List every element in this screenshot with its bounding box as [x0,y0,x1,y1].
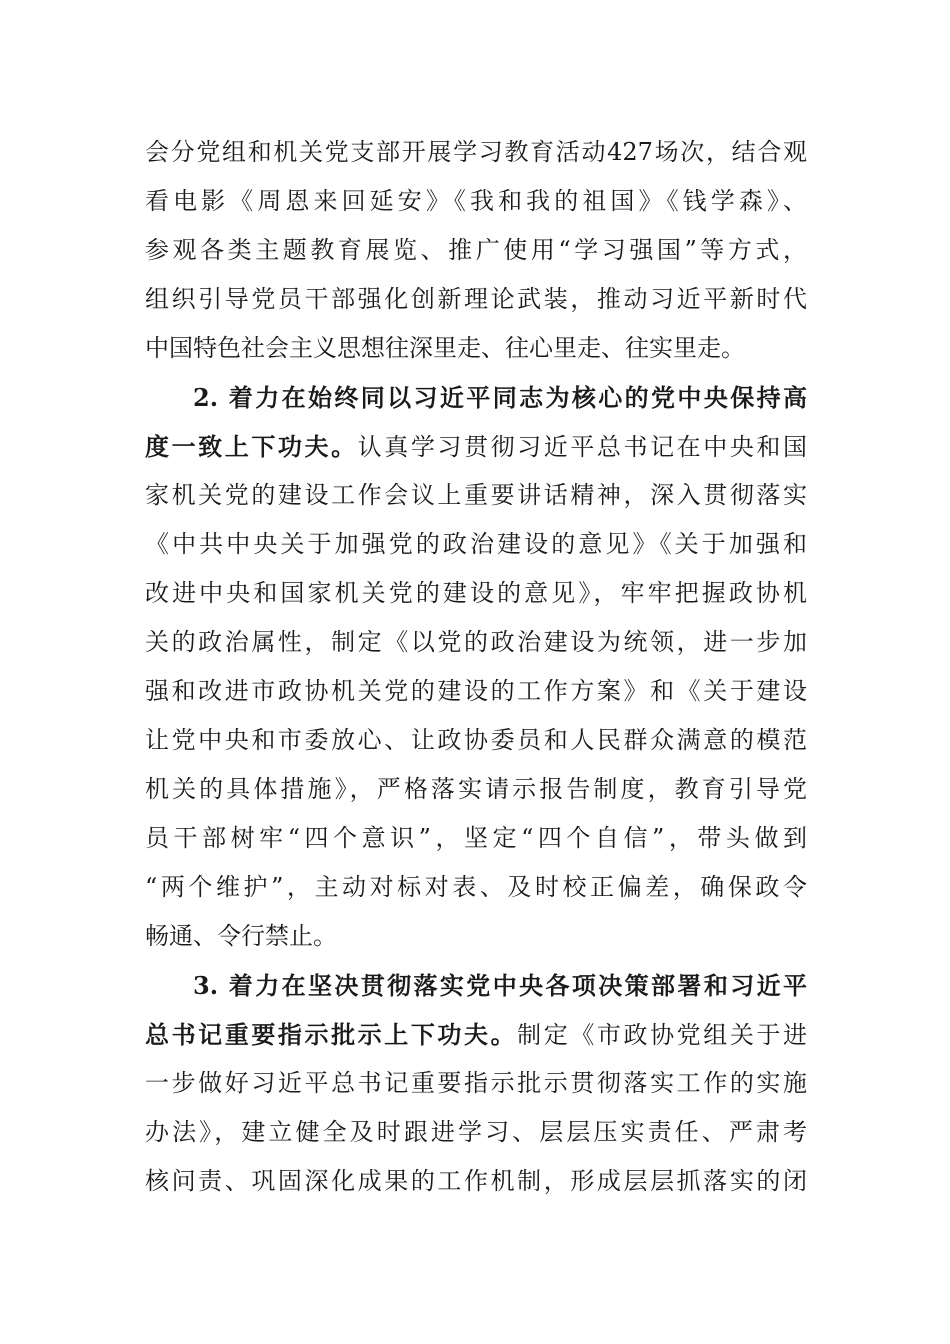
text-line: 关的政治属性，制定《以党的政治建设为统领，进一步加 [145,628,807,656]
paragraph-1 [145,128,807,373]
text-line: 一步做好习近平总书记重要指示批示贯彻落实工作的实施 [145,1069,807,1097]
paragraph-3 [145,961,807,1206]
paragraph-heading: 3. 着力在坚决贯彻落实党中央各项决策部署和习近平 [193,971,807,1000]
text-line: 办法》，建立健全及时跟进学习、层层压实责任、严肃考 [145,1118,807,1146]
text-line: 组织引导党员干部强化创新理论武装，推动习近平新时代 [145,285,807,313]
text-line: 会分党组和机关党支部开展学习教育活动427场次，结合观 [145,138,807,166]
text-line: 度一致上下功夫。认真学习贯彻习近平总书记在中央和国 [145,432,807,461]
text-line: 机关的具体措施》，严格落实请示报告制度，教育引导党 [145,775,807,803]
text-line: 让党中央和市委放心、让政协委员和人民群众满意的模范 [145,726,807,754]
text-line: 总书记重要指示批示上下功夫。制定《市政协党组关于进 [145,1020,807,1049]
text-line: 强和改进市政协机关党的建设的工作方案》和《关于建设 [145,677,807,705]
text-line: 改进中央和国家机关党的建设的意见》，牢牢把握政协机 [145,579,807,607]
paragraph-heading: 2. 着力在始终同以习近平同志为核心的党中央保持高 [193,383,807,412]
paragraph-heading: 度一致上下功夫。 [145,432,358,461]
text-line [145,961,807,1010]
text-line: “两个维护”，主动对标对表、及时校正偏差，确保政令 [145,873,807,901]
text-line: 核问责、巩固深化成果的工作机制，形成层层抓落实的闭 [145,1167,807,1195]
text-line [145,373,807,422]
text-line: 看电影《周恩来回延安》《我和我的祖国》《钱学森》、 [145,187,807,215]
text-line: 《中共中央关于加强党的政治建设的意见》《关于加强和 [145,530,807,558]
paragraph-2 [145,373,807,961]
text-line: 中国特色社会主义思想往深里走、往心里走、往实里走。 [145,334,745,362]
text-line: 畅通、令行禁止。 [145,922,337,950]
text-line: 员干部树牢“四个意识”，坚定“四个自信”，带头做到 [145,824,807,852]
document-page [145,128,807,1206]
text-line: 家机关党的建设工作会议上重要讲话精神，深入贯彻落实 [145,481,807,509]
paragraph-heading: 总书记重要指示批示上下功夫。 [145,1020,518,1049]
text-line: 参观各类主题教育展览、推广使用“学习强国”等方式， [145,236,807,264]
